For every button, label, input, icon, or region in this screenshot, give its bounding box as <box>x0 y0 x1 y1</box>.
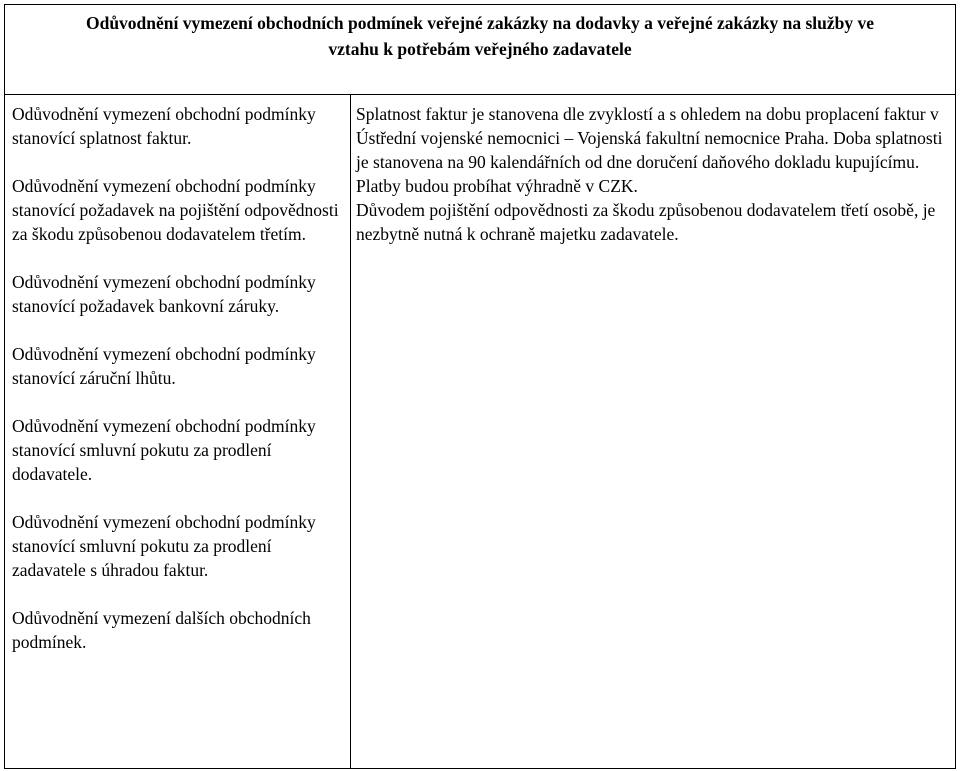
paragraph-payment-terms: Splatnost faktur je stanovena dle zvyklostí a s ohledem na dobu proplacení faktur v Ústřední vojenské nemocnici – Vojenská fakultní nemocnice Praha. Doba splatnosti je stanovena na 90 kalendářních od dne doručení daňového dokladu kupujícímu. Platby budou probíhat výhradně v CZK. <box>356 104 943 196</box>
left-column <box>12 102 340 654</box>
right-column <box>356 102 944 246</box>
title-line-2: vztahu k potřebám veřejného zadavatele <box>328 39 632 59</box>
item-bank-guarantee: Odůvodnění vymezení obchodní podmínky stanovící požadavek bankovní záruky. <box>12 272 316 316</box>
column-divider <box>350 95 351 769</box>
table-header <box>5 5 955 95</box>
title-line-1: Odůvodnění vymezení obchodních podmínek veřejné zakázky na dodavky a veřejné zakázky na služby ve <box>85 13 875 33</box>
item-liability-insurance: Odůvodnění vymezení obchodní podmínky stanovící požadavek na pojištění odpovědnosti za škodu způsobenou dodavatelem třetím. <box>12 176 339 244</box>
item-supplier-penalty: Odůvodnění vymezení obchodní podmínky stanovící smluvní pokutu za prodlení dodavatele. <box>12 416 316 484</box>
item-buyer-penalty: Odůvodnění vymezení obchodní podmínky stanovící smluvní pokutu za prodlení zadavatele s úhradou faktur. <box>12 512 316 580</box>
item-payment-terms: Odůvodnění vymezení obchodní podmínky stanovící splatnost faktur. <box>12 104 316 148</box>
item-warranty-period: Odůvodnění vymezení obchodní podmínky stanovící záruční lhůtu. <box>12 344 316 388</box>
paragraph-liability-insurance: Důvodem pojištění odpovědnosti za škodu způsobenou dodavatelem třetí osobě, je nezbytně nutná k ochraně majetku zadavatele. <box>356 200 936 244</box>
item-other-conditions: Odůvodnění vymezení dalších obchodních podmínek. <box>12 608 311 652</box>
